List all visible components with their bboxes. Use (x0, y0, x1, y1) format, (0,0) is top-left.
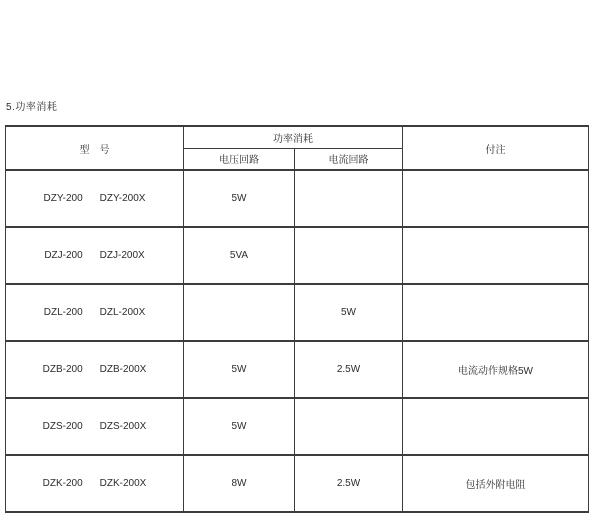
voltage-circuit-cell: 5VA (184, 227, 295, 284)
model-x-variant: DZK-200X (99, 478, 147, 489)
model-standard: DZY-200 (43, 193, 83, 204)
model-x-variant: DZY-200X (99, 193, 146, 204)
header-voltage-circuit: 电压回路 (184, 148, 295, 170)
model-x-variant: DZJ-200X (99, 250, 145, 261)
current-circuit-cell: 2.5W (295, 341, 403, 398)
model-cell (6, 455, 184, 512)
model-pair (8, 307, 181, 318)
model-standard: DZB-200 (42, 364, 83, 375)
table-row (6, 227, 589, 284)
table-header (6, 126, 589, 170)
power-consumption-table (5, 125, 589, 513)
model-x-variant: DZS-200X (99, 421, 147, 432)
model-cell (6, 170, 184, 227)
section-title: 5.功率消耗 (6, 102, 58, 113)
notes-cell: 电流动作规格5W (403, 341, 589, 398)
voltage-circuit-cell: 8W (184, 455, 295, 512)
notes-cell (403, 398, 589, 455)
table-row (6, 284, 589, 341)
model-standard: DZK-200 (42, 478, 83, 489)
model-standard: DZL-200 (43, 307, 83, 318)
notes-cell (403, 284, 589, 341)
current-circuit-cell: 5W (295, 284, 403, 341)
header-power-group: 功率消耗 (184, 126, 403, 148)
model-cell (6, 227, 184, 284)
current-circuit-cell (295, 398, 403, 455)
voltage-circuit-cell: 5W (184, 170, 295, 227)
model-pair (8, 364, 181, 375)
model-pair (8, 478, 181, 489)
header-row-group (6, 126, 589, 148)
voltage-circuit-cell: 5W (184, 341, 295, 398)
model-standard: DZS-200 (42, 421, 83, 432)
header-notes: 付注 (403, 126, 589, 170)
model-cell (6, 398, 184, 455)
model-x-variant: DZB-200X (99, 364, 147, 375)
table-body (6, 170, 589, 512)
header-model: 型 号 (6, 126, 184, 170)
table-row (6, 170, 589, 227)
notes-cell (403, 170, 589, 227)
model-cell (6, 341, 184, 398)
table-row (6, 398, 589, 455)
model-standard: DZJ-200 (44, 250, 83, 261)
current-circuit-cell: 2.5W (295, 455, 403, 512)
model-cell (6, 284, 184, 341)
current-circuit-cell (295, 170, 403, 227)
voltage-circuit-cell: 5W (184, 398, 295, 455)
notes-cell (403, 227, 589, 284)
table-row (6, 455, 589, 512)
voltage-circuit-cell (184, 284, 295, 341)
model-pair (8, 250, 181, 261)
notes-cell: 包括外附电阻 (403, 455, 589, 512)
model-pair (8, 193, 181, 204)
header-current-circuit: 电流回路 (295, 148, 403, 170)
table-row (6, 341, 589, 398)
model-pair (8, 421, 181, 432)
current-circuit-cell (295, 227, 403, 284)
model-x-variant: DZL-200X (99, 307, 146, 318)
